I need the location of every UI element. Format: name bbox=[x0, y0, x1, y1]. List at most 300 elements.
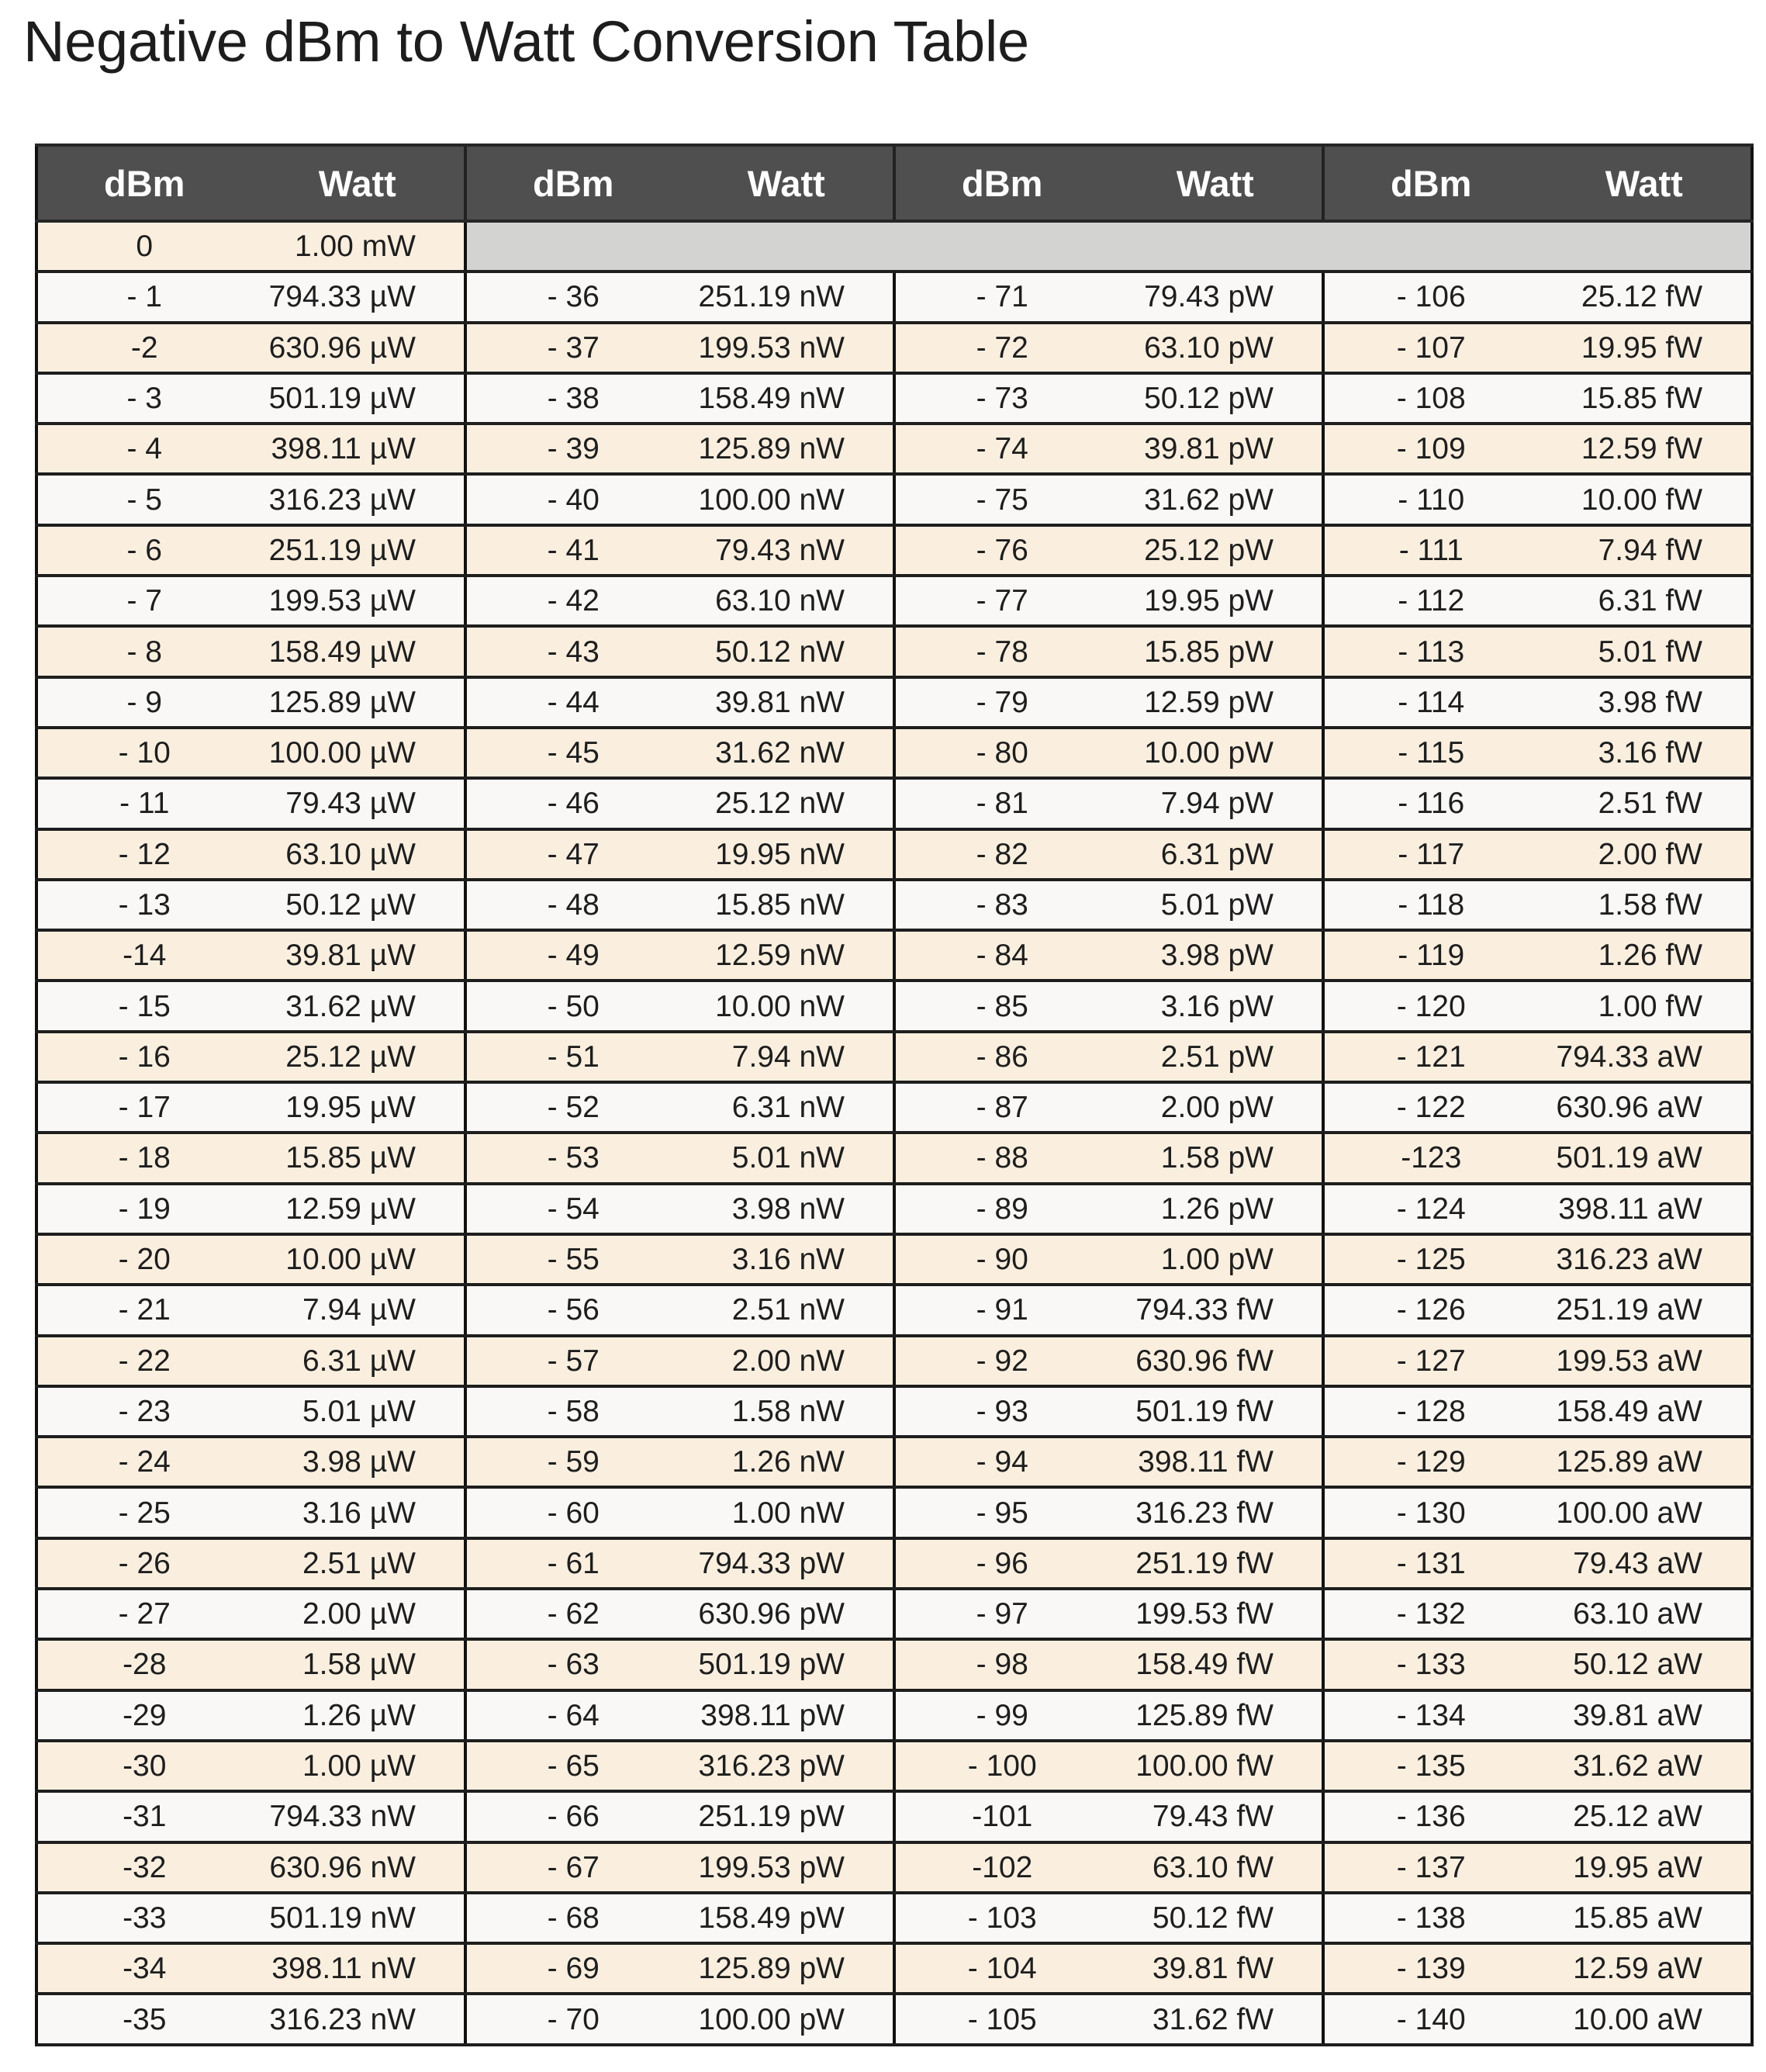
table-row bbox=[36, 1234, 1752, 1285]
table-row bbox=[36, 373, 1752, 424]
dbm-cell: - 84 bbox=[894, 930, 1109, 981]
watt-cell: 1.00 µW bbox=[251, 1741, 466, 1791]
header-watt: Watt bbox=[251, 145, 466, 221]
dbm-cell: - 72 bbox=[894, 323, 1109, 373]
watt-cell: 10.00 µW bbox=[251, 1234, 466, 1285]
dbm-cell: - 119 bbox=[1323, 930, 1538, 981]
table-row bbox=[36, 424, 1752, 474]
dbm-cell: - 59 bbox=[465, 1437, 680, 1487]
watt-cell: 100.00 µW bbox=[251, 728, 466, 778]
dbm-cell: - 11 bbox=[36, 778, 251, 828]
watt-cell: 3.98 fW bbox=[1538, 677, 1753, 728]
watt-cell: 1.00 fW bbox=[1538, 981, 1753, 1031]
dbm-cell: - 108 bbox=[1323, 373, 1538, 424]
dbm-cell: - 136 bbox=[1323, 1791, 1538, 1842]
watt-cell: 3.16 fW bbox=[1538, 728, 1753, 778]
dbm-cell: - 46 bbox=[465, 778, 680, 828]
dbm-cell: - 19 bbox=[36, 1184, 251, 1234]
watt-cell: 316.23 aW bbox=[1538, 1234, 1753, 1285]
dbm-cell: - 50 bbox=[465, 981, 680, 1031]
dbm-cell: - 61 bbox=[465, 1538, 680, 1589]
watt-cell: 10.00 nW bbox=[680, 981, 895, 1031]
watt-cell: 39.81 pW bbox=[1109, 424, 1324, 474]
watt-cell: 50.12 aW bbox=[1538, 1639, 1753, 1690]
watt-cell: 501.19 nW bbox=[251, 1893, 466, 1943]
page-title: Negative dBm to Watt Conversion Table bbox=[23, 9, 1029, 74]
dbm-cell: - 90 bbox=[894, 1234, 1109, 1285]
dbm-cell: -33 bbox=[36, 1893, 251, 1943]
header-watt: Watt bbox=[680, 145, 895, 221]
watt-cell: 1.26 µW bbox=[251, 1690, 466, 1741]
table-row bbox=[36, 1538, 1752, 1589]
watt-cell: 1.26 pW bbox=[1109, 1184, 1324, 1234]
watt-cell: 125.89 nW bbox=[680, 424, 895, 474]
dbm-cell: - 122 bbox=[1323, 1082, 1538, 1133]
watt-cell: 316.23 pW bbox=[680, 1741, 895, 1791]
watt-cell: 5.01 nW bbox=[680, 1133, 895, 1183]
watt-cell: 3.16 µW bbox=[251, 1487, 466, 1538]
table-row bbox=[36, 1893, 1752, 1943]
dbm-cell: - 57 bbox=[465, 1336, 680, 1386]
dbm-cell: -102 bbox=[894, 1842, 1109, 1893]
dbm-cell: - 54 bbox=[465, 1184, 680, 1234]
dbm-cell: -101 bbox=[894, 1791, 1109, 1842]
watt-cell: 3.98 nW bbox=[680, 1184, 895, 1234]
dbm-cell: - 134 bbox=[1323, 1690, 1538, 1741]
dbm-cell: - 110 bbox=[1323, 474, 1538, 524]
watt-cell: 1.58 pW bbox=[1109, 1133, 1324, 1183]
dbm-cell: - 106 bbox=[1323, 272, 1538, 322]
table-row bbox=[36, 677, 1752, 728]
watt-cell: 251.19 pW bbox=[680, 1791, 895, 1842]
watt-cell: 63.10 aW bbox=[1538, 1589, 1753, 1639]
watt-cell: 1.58 µW bbox=[251, 1639, 466, 1690]
dbm-cell: - 132 bbox=[1323, 1589, 1538, 1639]
dbm-cell: - 41 bbox=[465, 525, 680, 576]
watt-cell: 2.00 fW bbox=[1538, 829, 1753, 880]
watt-cell: 39.81 aW bbox=[1538, 1690, 1753, 1741]
dbm-cell: - 124 bbox=[1323, 1184, 1538, 1234]
dbm-cell: - 38 bbox=[465, 373, 680, 424]
dbm-cell: - 139 bbox=[1323, 1943, 1538, 1994]
watt-cell: 39.81 µW bbox=[251, 930, 466, 981]
dbm-cell: - 65 bbox=[465, 1741, 680, 1791]
watt-cell: 794.33 nW bbox=[251, 1791, 466, 1842]
watt-cell: 199.53 pW bbox=[680, 1842, 895, 1893]
dbm-cell: -30 bbox=[36, 1741, 251, 1791]
watt-cell: 79.43 nW bbox=[680, 525, 895, 576]
watt-cell: 6.31 nW bbox=[680, 1082, 895, 1133]
watt-cell: 31.62 pW bbox=[1109, 474, 1324, 524]
watt-cell: 630.96 fW bbox=[1109, 1336, 1324, 1386]
watt-cell: 794.33 aW bbox=[1538, 1032, 1753, 1082]
watt-cell: 5.01 pW bbox=[1109, 880, 1324, 930]
watt-cell: 7.94 nW bbox=[680, 1032, 895, 1082]
dbm-cell: - 44 bbox=[465, 677, 680, 728]
header-dbm: dBm bbox=[36, 145, 251, 221]
dbm-cell: -14 bbox=[36, 930, 251, 981]
dbm-cell: - 120 bbox=[1323, 981, 1538, 1031]
dbm-cell: - 87 bbox=[894, 1082, 1109, 1133]
dbm-cell: -2 bbox=[36, 323, 251, 373]
watt-cell: 2.51 fW bbox=[1538, 778, 1753, 828]
dbm-cell: - 77 bbox=[894, 576, 1109, 626]
watt-cell: 15.85 aW bbox=[1538, 1893, 1753, 1943]
dbm-cell: - 62 bbox=[465, 1589, 680, 1639]
watt-cell: 125.89 pW bbox=[680, 1943, 895, 1994]
dbm-cell: - 49 bbox=[465, 930, 680, 981]
watt-cell: 10.00 aW bbox=[1538, 1994, 1753, 2044]
table-row bbox=[36, 1032, 1752, 1082]
dbm-cell: - 86 bbox=[894, 1032, 1109, 1082]
dbm-cell: - 17 bbox=[36, 1082, 251, 1133]
watt-cell: 19.95 fW bbox=[1538, 323, 1753, 373]
dbm-cell: - 133 bbox=[1323, 1639, 1538, 1690]
dbm-cell: - 99 bbox=[894, 1690, 1109, 1741]
watt-cell: 3.98 µW bbox=[251, 1437, 466, 1487]
watt-cell: 251.19 nW bbox=[680, 272, 895, 322]
watt-cell: 100.00 aW bbox=[1538, 1487, 1753, 1538]
dbm-cell: -32 bbox=[36, 1842, 251, 1893]
watt-cell: 251.19 fW bbox=[1109, 1538, 1324, 1589]
watt-cell: 63.10 fW bbox=[1109, 1842, 1324, 1893]
dbm-cell: - 82 bbox=[894, 829, 1109, 880]
table-row bbox=[36, 272, 1752, 322]
watt-cell: 2.00 µW bbox=[251, 1589, 466, 1639]
dbm-cell: - 8 bbox=[36, 626, 251, 676]
table-row bbox=[36, 1487, 1752, 1538]
watt-cell: 7.94 µW bbox=[251, 1285, 466, 1335]
table-row bbox=[36, 728, 1752, 778]
watt-cell: 1.00 mW bbox=[251, 221, 466, 272]
header-watt: Watt bbox=[1538, 145, 1753, 221]
dbm-cell: -29 bbox=[36, 1690, 251, 1741]
dbm-cell: - 112 bbox=[1323, 576, 1538, 626]
table-row bbox=[36, 1184, 1752, 1234]
watt-cell: 19.95 aW bbox=[1538, 1842, 1753, 1893]
dbm-cell: - 26 bbox=[36, 1538, 251, 1589]
dbm-cell: - 91 bbox=[894, 1285, 1109, 1335]
dbm-cell: - 22 bbox=[36, 1336, 251, 1386]
dbm-cell: - 60 bbox=[465, 1487, 680, 1538]
dbm-cell: - 71 bbox=[894, 272, 1109, 322]
dbm-cell: - 93 bbox=[894, 1386, 1109, 1437]
watt-cell: 125.89 fW bbox=[1109, 1690, 1324, 1741]
conversion-table bbox=[35, 144, 1754, 2046]
watt-cell: 501.19 pW bbox=[680, 1639, 895, 1690]
watt-cell: 794.33 fW bbox=[1109, 1285, 1324, 1335]
dbm-cell: - 94 bbox=[894, 1437, 1109, 1487]
dbm-cell: - 36 bbox=[465, 272, 680, 322]
watt-cell: 79.43 aW bbox=[1538, 1538, 1753, 1589]
watt-cell: 15.85 µW bbox=[251, 1133, 466, 1183]
dbm-cell: - 73 bbox=[894, 373, 1109, 424]
dbm-cell: - 114 bbox=[1323, 677, 1538, 728]
watt-cell: 10.00 fW bbox=[1538, 474, 1753, 524]
watt-cell: 3.16 pW bbox=[1109, 981, 1324, 1031]
watt-cell: 316.23 µW bbox=[251, 474, 466, 524]
watt-cell: 12.59 fW bbox=[1538, 424, 1753, 474]
dbm-cell: - 66 bbox=[465, 1791, 680, 1842]
dbm-cell: - 48 bbox=[465, 880, 680, 930]
dbm-cell: - 63 bbox=[465, 1639, 680, 1690]
watt-cell: 398.11 pW bbox=[680, 1690, 895, 1741]
dbm-cell: - 130 bbox=[1323, 1487, 1538, 1538]
watt-cell: 2.00 pW bbox=[1109, 1082, 1324, 1133]
dbm-cell: - 39 bbox=[465, 424, 680, 474]
watt-cell: 7.94 fW bbox=[1538, 525, 1753, 576]
dbm-cell: - 52 bbox=[465, 1082, 680, 1133]
dbm-cell: - 126 bbox=[1323, 1285, 1538, 1335]
table-row bbox=[36, 1639, 1752, 1690]
dbm-cell: - 27 bbox=[36, 1589, 251, 1639]
watt-cell: 158.49 µW bbox=[251, 626, 466, 676]
dbm-cell: - 13 bbox=[36, 880, 251, 930]
dbm-cell: - 97 bbox=[894, 1589, 1109, 1639]
empty-span-cell bbox=[465, 221, 1752, 272]
watt-cell: 25.12 aW bbox=[1538, 1791, 1753, 1842]
table-row bbox=[36, 1386, 1752, 1437]
watt-cell: 7.94 pW bbox=[1109, 778, 1324, 828]
watt-cell: 25.12 fW bbox=[1538, 272, 1753, 322]
dbm-cell: - 43 bbox=[465, 626, 680, 676]
watt-cell: 158.49 nW bbox=[680, 373, 895, 424]
header-watt: Watt bbox=[1109, 145, 1324, 221]
dbm-cell: - 131 bbox=[1323, 1538, 1538, 1589]
table-row bbox=[36, 1133, 1752, 1183]
watt-cell: 630.96 nW bbox=[251, 1842, 466, 1893]
dbm-cell: - 25 bbox=[36, 1487, 251, 1538]
watt-cell: 3.98 pW bbox=[1109, 930, 1324, 981]
dbm-cell: - 9 bbox=[36, 677, 251, 728]
watt-cell: 15.85 fW bbox=[1538, 373, 1753, 424]
dbm-cell: - 56 bbox=[465, 1285, 680, 1335]
watt-cell: 630.96 aW bbox=[1538, 1082, 1753, 1133]
watt-cell: 31.62 fW bbox=[1109, 1994, 1324, 2044]
watt-cell: 31.62 aW bbox=[1538, 1741, 1753, 1791]
dbm-cell: - 23 bbox=[36, 1386, 251, 1437]
watt-cell: 63.10 µW bbox=[251, 829, 466, 880]
table-row bbox=[36, 323, 1752, 373]
watt-cell: 31.62 µW bbox=[251, 981, 466, 1031]
dbm-cell: - 64 bbox=[465, 1690, 680, 1741]
watt-cell: 2.51 µW bbox=[251, 1538, 466, 1589]
watt-cell: 50.12 pW bbox=[1109, 373, 1324, 424]
watt-cell: 158.49 fW bbox=[1109, 1639, 1324, 1690]
watt-cell: 25.12 pW bbox=[1109, 525, 1324, 576]
dbm-cell: - 79 bbox=[894, 677, 1109, 728]
dbm-cell: - 67 bbox=[465, 1842, 680, 1893]
watt-cell: 794.33 pW bbox=[680, 1538, 895, 1589]
dbm-cell: -35 bbox=[36, 1994, 251, 2044]
dbm-cell: - 3 bbox=[36, 373, 251, 424]
dbm-cell: - 127 bbox=[1323, 1336, 1538, 1386]
watt-cell: 79.43 µW bbox=[251, 778, 466, 828]
table-row bbox=[36, 1589, 1752, 1639]
watt-cell: 12.59 nW bbox=[680, 930, 895, 981]
dbm-cell: - 109 bbox=[1323, 424, 1538, 474]
watt-cell: 199.53 nW bbox=[680, 323, 895, 373]
watt-cell: 251.19 aW bbox=[1538, 1285, 1753, 1335]
table-row bbox=[36, 981, 1752, 1031]
watt-cell: 2.51 nW bbox=[680, 1285, 895, 1335]
table-row bbox=[36, 1437, 1752, 1487]
watt-cell: 50.12 µW bbox=[251, 880, 466, 930]
table-row bbox=[36, 1741, 1752, 1791]
watt-cell: 316.23 nW bbox=[251, 1994, 466, 2044]
dbm-cell: - 96 bbox=[894, 1538, 1109, 1589]
dbm-cell: - 80 bbox=[894, 728, 1109, 778]
watt-cell: 39.81 nW bbox=[680, 677, 895, 728]
dbm-cell: - 6 bbox=[36, 525, 251, 576]
dbm-cell: - 98 bbox=[894, 1639, 1109, 1690]
watt-cell: 1.58 nW bbox=[680, 1386, 895, 1437]
dbm-cell: - 100 bbox=[894, 1741, 1109, 1791]
dbm-cell: - 55 bbox=[465, 1234, 680, 1285]
watt-cell: 2.00 nW bbox=[680, 1336, 895, 1386]
watt-cell: 63.10 pW bbox=[1109, 323, 1324, 373]
dbm-cell: - 117 bbox=[1323, 829, 1538, 880]
watt-cell: 63.10 nW bbox=[680, 576, 895, 626]
dbm-cell: - 125 bbox=[1323, 1234, 1538, 1285]
dbm-cell: - 81 bbox=[894, 778, 1109, 828]
dbm-cell: - 116 bbox=[1323, 778, 1538, 828]
table-row bbox=[36, 525, 1752, 576]
watt-cell: 25.12 µW bbox=[251, 1032, 466, 1082]
watt-cell: 199.53 aW bbox=[1538, 1336, 1753, 1386]
table-row bbox=[36, 1336, 1752, 1386]
table-row bbox=[36, 930, 1752, 981]
table-header bbox=[36, 145, 1752, 221]
dbm-cell: - 111 bbox=[1323, 525, 1538, 576]
watt-cell: 1.00 pW bbox=[1109, 1234, 1324, 1285]
dbm-cell: - 45 bbox=[465, 728, 680, 778]
watt-cell: 1.58 fW bbox=[1538, 880, 1753, 930]
watt-cell: 1.26 fW bbox=[1538, 930, 1753, 981]
dbm-cell: - 68 bbox=[465, 1893, 680, 1943]
dbm-cell: -34 bbox=[36, 1943, 251, 1994]
dbm-cell: - 47 bbox=[465, 829, 680, 880]
header-row bbox=[36, 145, 1752, 221]
watt-cell: 100.00 pW bbox=[680, 1994, 895, 2044]
dbm-cell: - 75 bbox=[894, 474, 1109, 524]
dbm-cell: 0 bbox=[36, 221, 251, 272]
dbm-cell: - 16 bbox=[36, 1032, 251, 1082]
dbm-cell: - 95 bbox=[894, 1487, 1109, 1538]
watt-cell: 5.01 µW bbox=[251, 1386, 466, 1437]
table-row bbox=[36, 1690, 1752, 1741]
dbm-cell: - 18 bbox=[36, 1133, 251, 1183]
dbm-cell: - 105 bbox=[894, 1994, 1109, 2044]
dbm-cell: - 129 bbox=[1323, 1437, 1538, 1487]
watt-cell: 398.11 fW bbox=[1109, 1437, 1324, 1487]
watt-cell: 199.53 fW bbox=[1109, 1589, 1324, 1639]
dbm-cell: - 140 bbox=[1323, 1994, 1538, 2044]
watt-cell: 3.16 nW bbox=[680, 1234, 895, 1285]
dbm-cell: - 89 bbox=[894, 1184, 1109, 1234]
watt-cell: 50.12 nW bbox=[680, 626, 895, 676]
dbm-cell: - 137 bbox=[1323, 1842, 1538, 1893]
dbm-cell: - 7 bbox=[36, 576, 251, 626]
watt-cell: 12.59 aW bbox=[1538, 1943, 1753, 1994]
watt-cell: 100.00 nW bbox=[680, 474, 895, 524]
watt-cell: 398.11 aW bbox=[1538, 1184, 1753, 1234]
watt-cell: 50.12 fW bbox=[1109, 1893, 1324, 1943]
dbm-cell: -28 bbox=[36, 1639, 251, 1690]
dbm-cell: - 1 bbox=[36, 272, 251, 322]
table-row bbox=[36, 1943, 1752, 1994]
dbm-cell: - 128 bbox=[1323, 1386, 1538, 1437]
header-dbm: dBm bbox=[1323, 145, 1538, 221]
dbm-cell: - 83 bbox=[894, 880, 1109, 930]
watt-cell: 39.81 fW bbox=[1109, 1943, 1324, 1994]
table-row bbox=[36, 1791, 1752, 1842]
watt-cell: 100.00 fW bbox=[1109, 1741, 1324, 1791]
dbm-cell: - 135 bbox=[1323, 1741, 1538, 1791]
dbm-cell: - 70 bbox=[465, 1994, 680, 2044]
header-dbm: dBm bbox=[465, 145, 680, 221]
watt-cell: 31.62 nW bbox=[680, 728, 895, 778]
watt-cell: 199.53 µW bbox=[251, 576, 466, 626]
header-dbm: dBm bbox=[894, 145, 1109, 221]
watt-cell: 25.12 nW bbox=[680, 778, 895, 828]
dbm-cell: - 78 bbox=[894, 626, 1109, 676]
dbm-cell: - 118 bbox=[1323, 880, 1538, 930]
dbm-cell: - 37 bbox=[465, 323, 680, 373]
table-row bbox=[36, 474, 1752, 524]
watt-cell: 501.19 µW bbox=[251, 373, 466, 424]
watt-cell: 19.95 nW bbox=[680, 829, 895, 880]
watt-cell: 79.43 fW bbox=[1109, 1791, 1324, 1842]
watt-cell: 398.11 µW bbox=[251, 424, 466, 474]
watt-cell: 398.11 nW bbox=[251, 1943, 466, 1994]
watt-cell: 19.95 µW bbox=[251, 1082, 466, 1133]
watt-cell: 251.19 µW bbox=[251, 525, 466, 576]
dbm-cell: - 69 bbox=[465, 1943, 680, 1994]
watt-cell: 79.43 pW bbox=[1109, 272, 1324, 322]
table-row bbox=[36, 778, 1752, 828]
dbm-cell: - 103 bbox=[894, 1893, 1109, 1943]
dbm-cell: - 85 bbox=[894, 981, 1109, 1031]
dbm-cell: -123 bbox=[1323, 1133, 1538, 1183]
table-row bbox=[36, 576, 1752, 626]
watt-cell: 15.85 pW bbox=[1109, 626, 1324, 676]
dbm-cell: - 4 bbox=[36, 424, 251, 474]
watt-cell: 15.85 nW bbox=[680, 880, 895, 930]
watt-cell: 2.51 pW bbox=[1109, 1032, 1324, 1082]
dbm-cell: - 10 bbox=[36, 728, 251, 778]
watt-cell: 6.31 µW bbox=[251, 1336, 466, 1386]
watt-cell: 630.96 pW bbox=[680, 1589, 895, 1639]
table-row bbox=[36, 1082, 1752, 1133]
dbm-cell: - 15 bbox=[36, 981, 251, 1031]
dbm-cell: - 115 bbox=[1323, 728, 1538, 778]
watt-cell: 501.19 aW bbox=[1538, 1133, 1753, 1183]
watt-cell: 12.59 µW bbox=[251, 1184, 466, 1234]
watt-cell: 125.89 µW bbox=[251, 677, 466, 728]
watt-cell: 630.96 µW bbox=[251, 323, 466, 373]
watt-cell: 6.31 pW bbox=[1109, 829, 1324, 880]
dbm-cell: - 76 bbox=[894, 525, 1109, 576]
dbm-cell: - 113 bbox=[1323, 626, 1538, 676]
dbm-cell: - 104 bbox=[894, 1943, 1109, 1994]
watt-cell: 501.19 fW bbox=[1109, 1386, 1324, 1437]
dbm-cell: - 107 bbox=[1323, 323, 1538, 373]
watt-cell: 158.49 pW bbox=[680, 1893, 895, 1943]
table-row bbox=[36, 829, 1752, 880]
watt-cell: 5.01 fW bbox=[1538, 626, 1753, 676]
dbm-cell: - 51 bbox=[465, 1032, 680, 1082]
